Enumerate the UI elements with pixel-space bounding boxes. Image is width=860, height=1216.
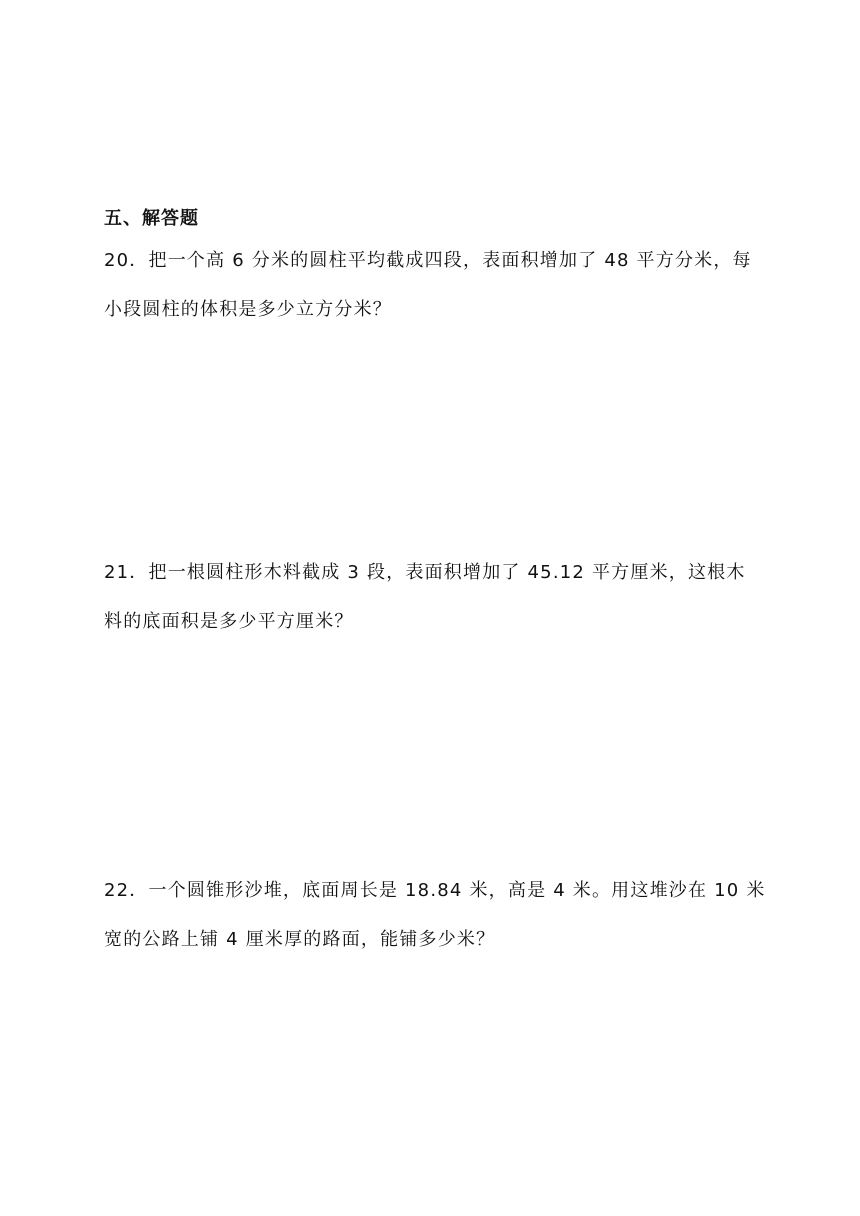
question-21-line-2: 料的底面积是多少平方厘米？ bbox=[104, 611, 354, 632]
question-22-line-2: 宽的公路上铺 4 厘米厚的路面，能铺多少米？ bbox=[104, 929, 496, 950]
question-22 bbox=[104, 866, 764, 964]
question-20-line-1: 20．把一个高 6 分米的圆柱平均截成四段，表面积增加了 48 平方分米，每 bbox=[104, 250, 752, 271]
question-21 bbox=[104, 548, 764, 646]
question-20 bbox=[104, 236, 764, 334]
section-title: 五、解答题 bbox=[104, 208, 199, 229]
question-20-line-2: 小段圆柱的体积是多少立方分米？ bbox=[104, 299, 392, 320]
question-21-line-1: 21．把一根圆柱形木料截成 3 段，表面积增加了 45.12 平方厘米，这根木 bbox=[104, 562, 746, 583]
question-22-line-1: 22．一个圆锥形沙堆，底面周长是 18.84 米，高是 4 米。用这堆沙在 10 米 bbox=[104, 880, 766, 901]
